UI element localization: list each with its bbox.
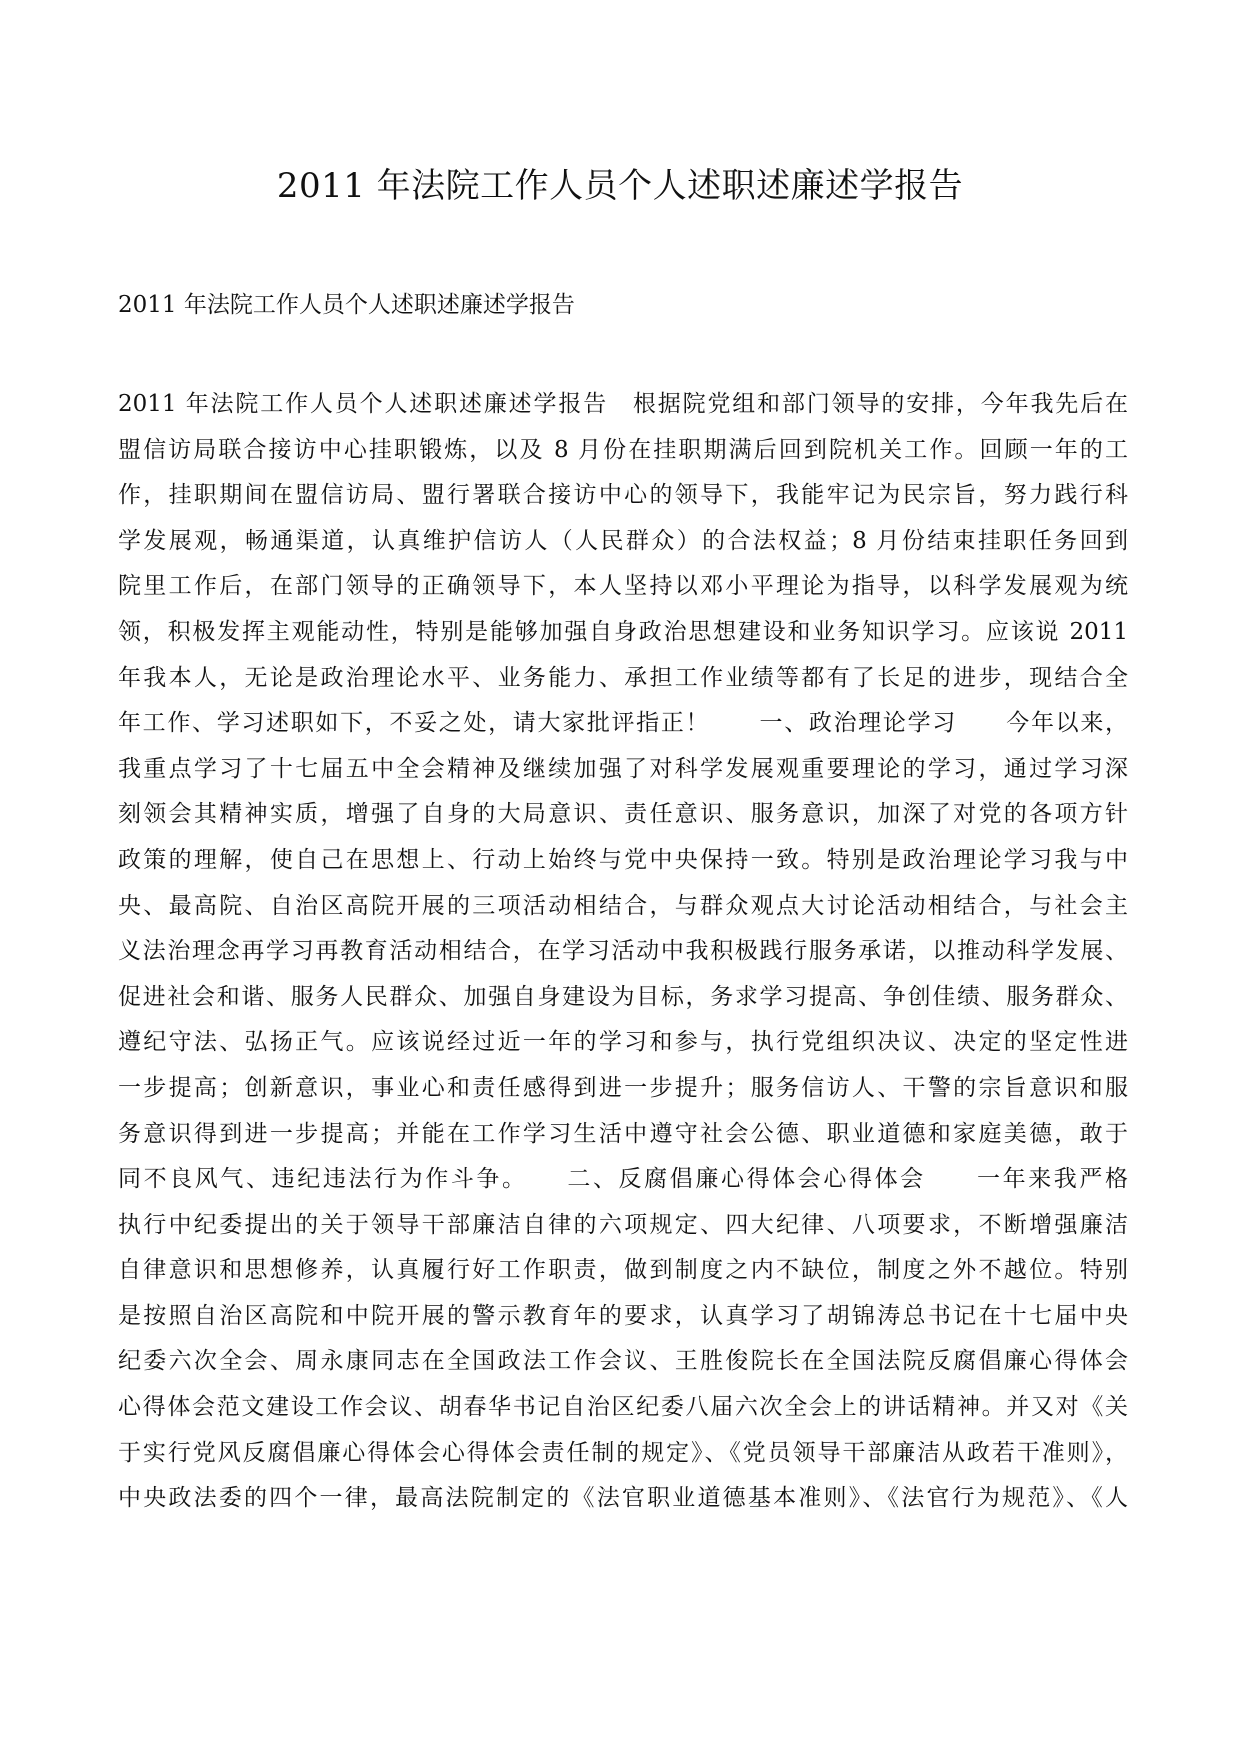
body-line: 一步提高；创新意识，事业心和责任感得到进一步提升；服务信访人、干警的宗旨意识和服 <box>118 1074 1128 1101</box>
body-line: 年工作、学习述职如下，不妥之处，请大家批评指正！ 一、政治理论学习 今年以来， <box>118 710 1128 737</box>
body-line: 是按照自治区高院和中院开展的警示教育年的要求，认真学习了胡锦涛总书记在十七届中央 <box>118 1302 1128 1329</box>
body-line: 2011 年法院工作人员个人述职述廉述学报告 根据院党组和部门领导的安排，今年我先后在 <box>118 391 1128 417</box>
body-line: 执行中纪委提出的关于领导干部廉洁自律的六项规定、四大纪律、八项要求，不断增强廉洁 <box>118 1211 1128 1238</box>
body-line: 院里工作后，在部门领导的正确领导下，本人坚持以邓小平理论为指导，以科学发展观为统 <box>118 573 1128 600</box>
body-line: 自律意识和思想修养，认真履行好工作职责，做到制度之内不缺位，制度之外不越位。特别 <box>118 1257 1128 1284</box>
body-line: 义法治理念再学习再教育活动相结合，在学习活动中我积极践行服务承诺，以推动科学发展、 <box>118 938 1128 965</box>
body-line: 政策的理解，使自己在思想上、行动上始终与党中央保持一致。特别是政治理论学习我与中 <box>118 846 1128 873</box>
body-line: 作，挂职期间在盟信访局、盟行署联合接访中心的领导下，我能牢记为民宗旨，努力践行科 <box>118 482 1128 509</box>
body-line: 盟信访局联合接访中心挂职锻炼，以及 8 月份在挂职期满后回到院机关工作。回顾一年的工 <box>118 436 1128 463</box>
body-line: 刻领会其精神实质，增强了自身的大局意识、责任意识、服务意识，加深了对党的各项方针 <box>118 801 1128 828</box>
document-body <box>118 382 1128 1522</box>
document-subtitle: 2011 年法院工作人员个人述职述廉述学报告 <box>118 292 575 318</box>
body-line: 促进社会和谐、服务人民群众、加强自身建设为目标，务求学习提高、争创佳绩、服务群众、 <box>118 983 1128 1010</box>
body-line: 学发展观，畅通渠道，认真维护信访人（人民群众）的合法权益；8 月份结束挂职任务回到 <box>118 527 1128 554</box>
body-line: 央、最高院、自治区高院开展的三项活动相结合，与群众观点大讨论活动相结合，与社会主 <box>118 892 1128 919</box>
body-line: 领，积极发挥主观能动性，特别是能够加强自身政治思想建设和业务知识学习。应该说 2011 <box>118 618 1128 645</box>
body-line: 同不良风气、违纪违法行为作斗争。 二、反腐倡廉心得体会心得体会 一年来我严格 <box>118 1166 1128 1193</box>
body-line: 纪委六次全会、周永康同志在全国政法工作会议、王胜俊院长在全国法院反腐倡廉心得体会 <box>118 1348 1128 1375</box>
body-line: 于实行党风反腐倡廉心得体会心得体会责任制的规定》、《党员领导干部廉洁从政若干准则》， <box>118 1439 1128 1466</box>
body-line: 遵纪守法、弘扬正气。应该说经过近一年的学习和参与，执行党组织决议、决定的坚定性进 <box>118 1029 1128 1056</box>
body-line: 年我本人，无论是政治理论水平、业务能力、承担工作业绩等都有了长足的进步，现结合全 <box>118 664 1128 691</box>
body-line: 中央政法委的四个一律，最高法院制定的《法官职业道德基本准则》、《法官行为规范》、《人 <box>118 1485 1128 1512</box>
document-title: 2011 年法院工作人员个人述职述廉述学报告 <box>276 166 964 206</box>
body-line: 务意识得到进一步提高；并能在工作学习生活中遵守社会公德、职业道德和家庭美德，敢于 <box>118 1120 1128 1147</box>
body-line: 我重点学习了十七届五中全会精神及继续加强了对科学发展观重要理论的学习，通过学习深 <box>118 755 1128 782</box>
body-line: 心得体会范文建设工作会议、胡春华书记自治区纪委八届六次全会上的讲话精神。并又对《关 <box>118 1394 1128 1421</box>
